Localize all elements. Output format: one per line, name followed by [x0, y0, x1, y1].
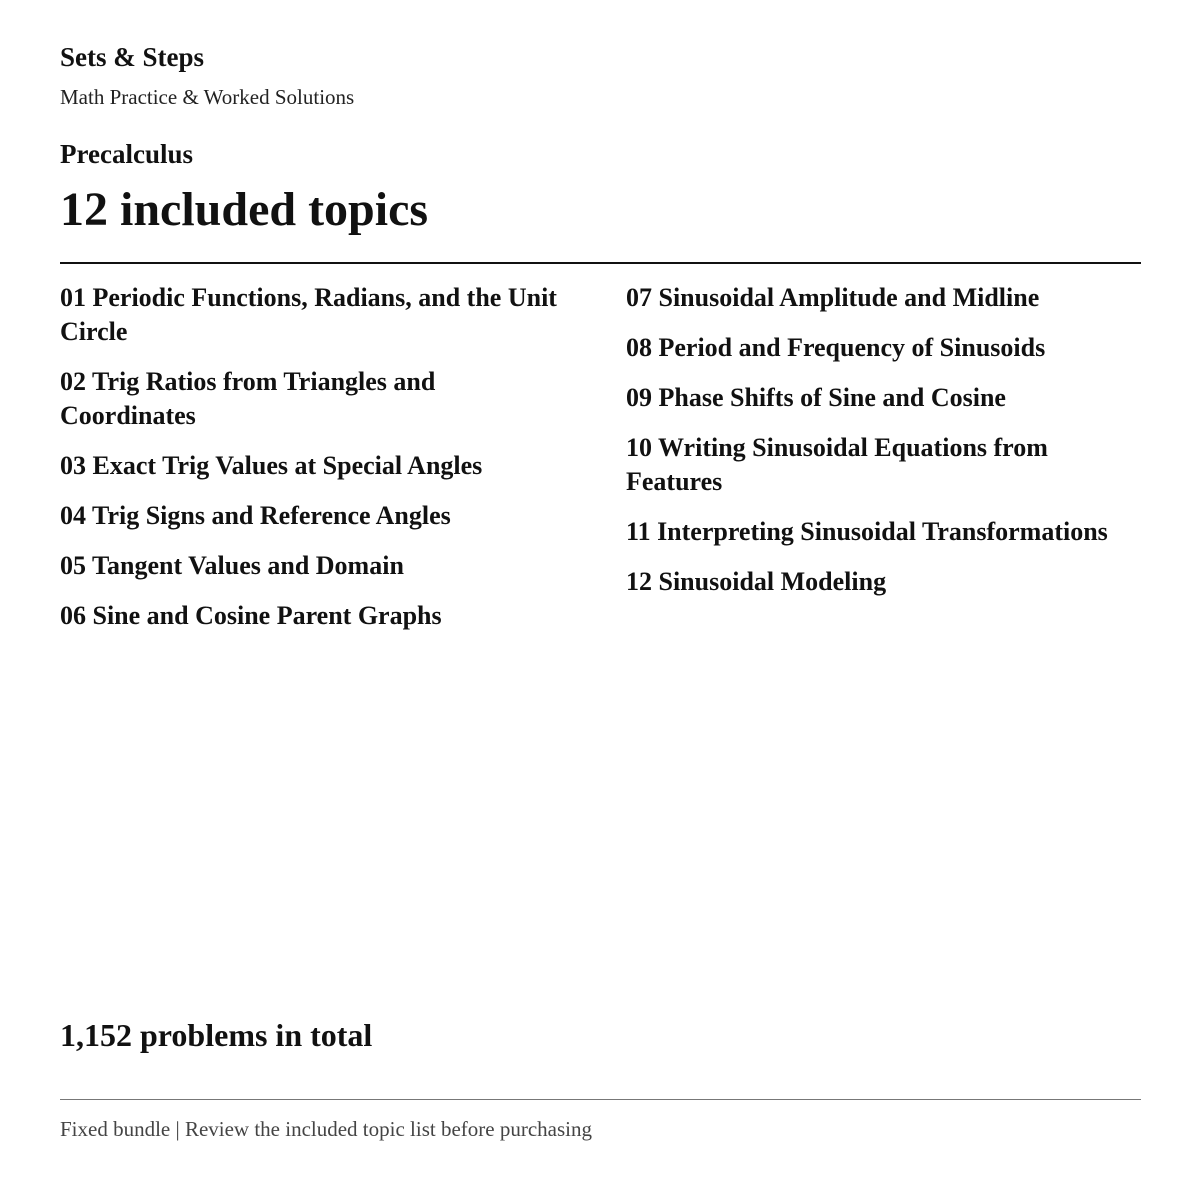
topic-item: 08 Period and Frequency of Sinusoids	[626, 333, 1046, 362]
footer-note: Fixed bundle | Review the included topic list before purchasing	[60, 1117, 592, 1141]
problem-total: 1,152 problems in total	[60, 1017, 373, 1053]
footer-divider	[60, 1099, 1141, 1100]
topic-item: 11 Interpreting Sinusoidal Transformations	[626, 517, 1108, 546]
topic-item: 07 Sinusoidal Amplitude and Midline	[626, 283, 1040, 312]
topic-item: 10 Writing Sinusoidal Equations from Features	[626, 433, 1048, 496]
topic-item: 06 Sine and Cosine Parent Graphs	[60, 601, 442, 630]
topic-item: 02 Trig Ratios from Triangles and Coordinates	[60, 367, 436, 430]
topic-item: 04 Trig Signs and Reference Angles	[60, 501, 451, 530]
product-sheet	[60, 0, 1141, 1200]
topic-item: 03 Exact Trig Values at Special Angles	[60, 451, 483, 480]
topic-list-left	[60, 281, 560, 649]
topic-list-right	[626, 281, 1141, 615]
topic-item: 12 Sinusoidal Modeling	[626, 567, 887, 596]
subject-title: Precalculus	[60, 139, 193, 169]
header-divider	[60, 262, 1141, 264]
brand-name: Sets & Steps	[60, 42, 205, 72]
topic-item: 01 Periodic Functions, Radians, and the Unit Circle	[60, 283, 557, 346]
brand-tagline: Math Practice & Worked Solutions	[60, 85, 355, 109]
topic-item: 09 Phase Shifts of Sine and Cosine	[626, 383, 1006, 412]
topic-item: 05 Tangent Values and Domain	[60, 551, 404, 580]
topic-count-headline: 12 included topics	[60, 183, 429, 236]
